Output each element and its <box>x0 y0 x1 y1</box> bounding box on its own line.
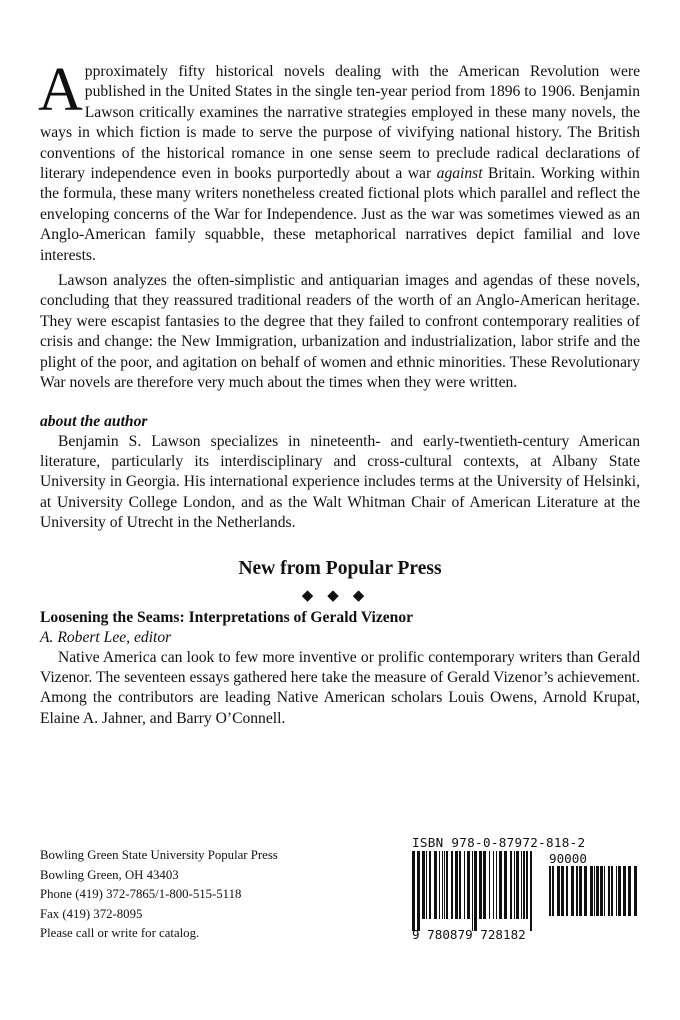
blurb-text-start: pproximately fifty historical novels dealing with the American Revolution were published in the United States in the single ten-year period from 1896 to 1906. Benjamin Lawson critically examines the narrative strategies employed in these many novels, the ways in which fiction is made to serve the purpose of vivifying national history. The British conventions of the historical romance in one sense seem to preclude radical declarations of literary independence even in books purportedly about a war <box>40 63 640 183</box>
barcode-bar <box>549 866 551 916</box>
barcode-bar <box>514 851 515 919</box>
barcode-bar <box>459 851 461 919</box>
barcode-digits: 9 780879 728182 <box>412 927 526 942</box>
barcode-bar <box>417 851 420 931</box>
barcode-bar <box>561 866 564 916</box>
barcode-bar <box>557 866 560 916</box>
barcode-bar <box>446 851 448 919</box>
barcode-bar <box>600 866 603 916</box>
barcode-bars <box>410 851 538 931</box>
barcode-bar <box>594 866 595 916</box>
barcode-bar <box>604 866 605 916</box>
barcode-bar <box>618 866 621 916</box>
barcode-bar <box>483 851 486 919</box>
barcode-bar <box>571 866 574 916</box>
contact-line: Phone (419) 372-7865/1-800-515-5118 <box>40 887 242 901</box>
new-from-press-heading: New from Popular Press <box>238 557 442 579</box>
barcode-bar <box>584 866 587 916</box>
blurb-paragraph-1 <box>38 56 640 266</box>
barcode-bar <box>474 851 477 931</box>
back-cover-text <box>38 56 640 729</box>
publisher-contact <box>40 846 278 944</box>
barcode-bar <box>566 866 568 916</box>
about-author-text: Benjamin S. Lawson specializes in nineteenth- and early-twentieth-century American literature, particularly its interdisciplinary and cross-cultural contexts, at Albany State University in Georgia. His international experience includes terms at the University of Helsinki, at University College London, and as the Walt Whitman Chair of American Literature at the University of Utrecht in the Netherlands. <box>40 432 640 532</box>
promo-book-editor: A. Robert Lee, editor <box>40 628 172 646</box>
barcode-bar <box>439 851 440 919</box>
barcode-bar <box>552 866 554 916</box>
barcode-bar <box>628 866 631 916</box>
barcode-bar <box>523 851 525 919</box>
barcode-bar <box>530 851 532 931</box>
contact-line: Fax (419) 372-8095 <box>40 906 143 921</box>
barcode-bar <box>634 866 637 916</box>
addon-barcode-bars <box>547 866 639 928</box>
barcode-bar <box>510 851 512 919</box>
price-code-label: 90000 <box>549 851 587 866</box>
barcode-bar <box>426 851 427 919</box>
blurb-paragraph-2: Lawson analyzes the often-simplistic and antiquarian images and agendas of these novels, concluding that they reassured traditional readers of the worth of an Anglo-American heritage. They were escapist fantasies to the degree that they failed to confront contemporary realities of crisis and change: the New Immigration, urbanization and industrialization, labor strife and the plight of the poor, and agitation on behalf of women and ethnic minorities. These Revolutionary War novels are therefore very much about the times when they were written. <box>40 272 640 392</box>
barcode-bar <box>499 851 502 919</box>
barcode-bar <box>472 851 473 931</box>
barcode-bar <box>489 851 490 919</box>
barcode-bar <box>496 851 497 919</box>
barcode-bar <box>526 851 528 919</box>
diamond-ornament: ◆◆◆ <box>301 587 379 604</box>
about-author-heading: about the author <box>40 412 148 430</box>
barcode-bar <box>464 851 465 919</box>
barcode-bar <box>493 851 494 919</box>
barcode-bar <box>504 851 507 919</box>
blurb-text-end: Britain. Working within the formula, these many writers nonetheless created fictional plots which parallel and reflect the enveloping concerns of the War for Independence. Just as the war was sometimes viewed as an Anglo-American family squabble, these metaphorical narratives depict familial and love interests. <box>40 165 640 264</box>
promo-book-title: Loosening the Seams: Interpretations of Gerald Vizenor <box>40 608 414 626</box>
barcode-bar <box>455 851 458 919</box>
barcode-bar <box>521 851 522 919</box>
promo-description: Native America can look to few more inventive or prolific contemporary writers than Gerald Vizenor. The seventeen essays gathered here take the measure of Gerald Vizenor’s achievement. Among the contributors are leading Native American scholars Louis Owens, Arnold Krupat, Elaine A. Jahner, and Barry O’Connell. <box>40 648 640 727</box>
barcode-bar <box>479 851 482 919</box>
barcode-bar <box>616 866 617 916</box>
barcode-bar <box>590 866 593 916</box>
barcode-bar <box>516 851 519 919</box>
barcode-bar <box>467 851 470 919</box>
barcode-bar <box>442 851 443 919</box>
barcode-bar <box>429 851 431 919</box>
contact-line: Bowling Green State University Popular Press <box>40 848 278 862</box>
blurb-italic-word: against <box>436 165 483 183</box>
barcode-bar <box>611 866 613 916</box>
barcode-bar <box>412 851 415 931</box>
barcode-bar <box>608 866 610 916</box>
barcode-bar <box>596 866 599 916</box>
isbn-label: ISBN 978-0-87972-818-2 <box>412 835 586 850</box>
drop-cap: A <box>38 56 83 124</box>
barcode-bar <box>444 851 445 919</box>
barcode-bar <box>451 851 453 919</box>
isbn-barcode <box>410 835 642 947</box>
barcode-bar <box>623 866 626 916</box>
barcode-bar <box>576 866 578 916</box>
contact-line: Please call or write for catalog. <box>40 926 200 940</box>
contact-line: Bowling Green, OH 43403 <box>40 867 179 882</box>
barcode-bar <box>579 866 582 916</box>
barcode-bar <box>422 851 425 919</box>
barcode-bar <box>434 851 437 919</box>
